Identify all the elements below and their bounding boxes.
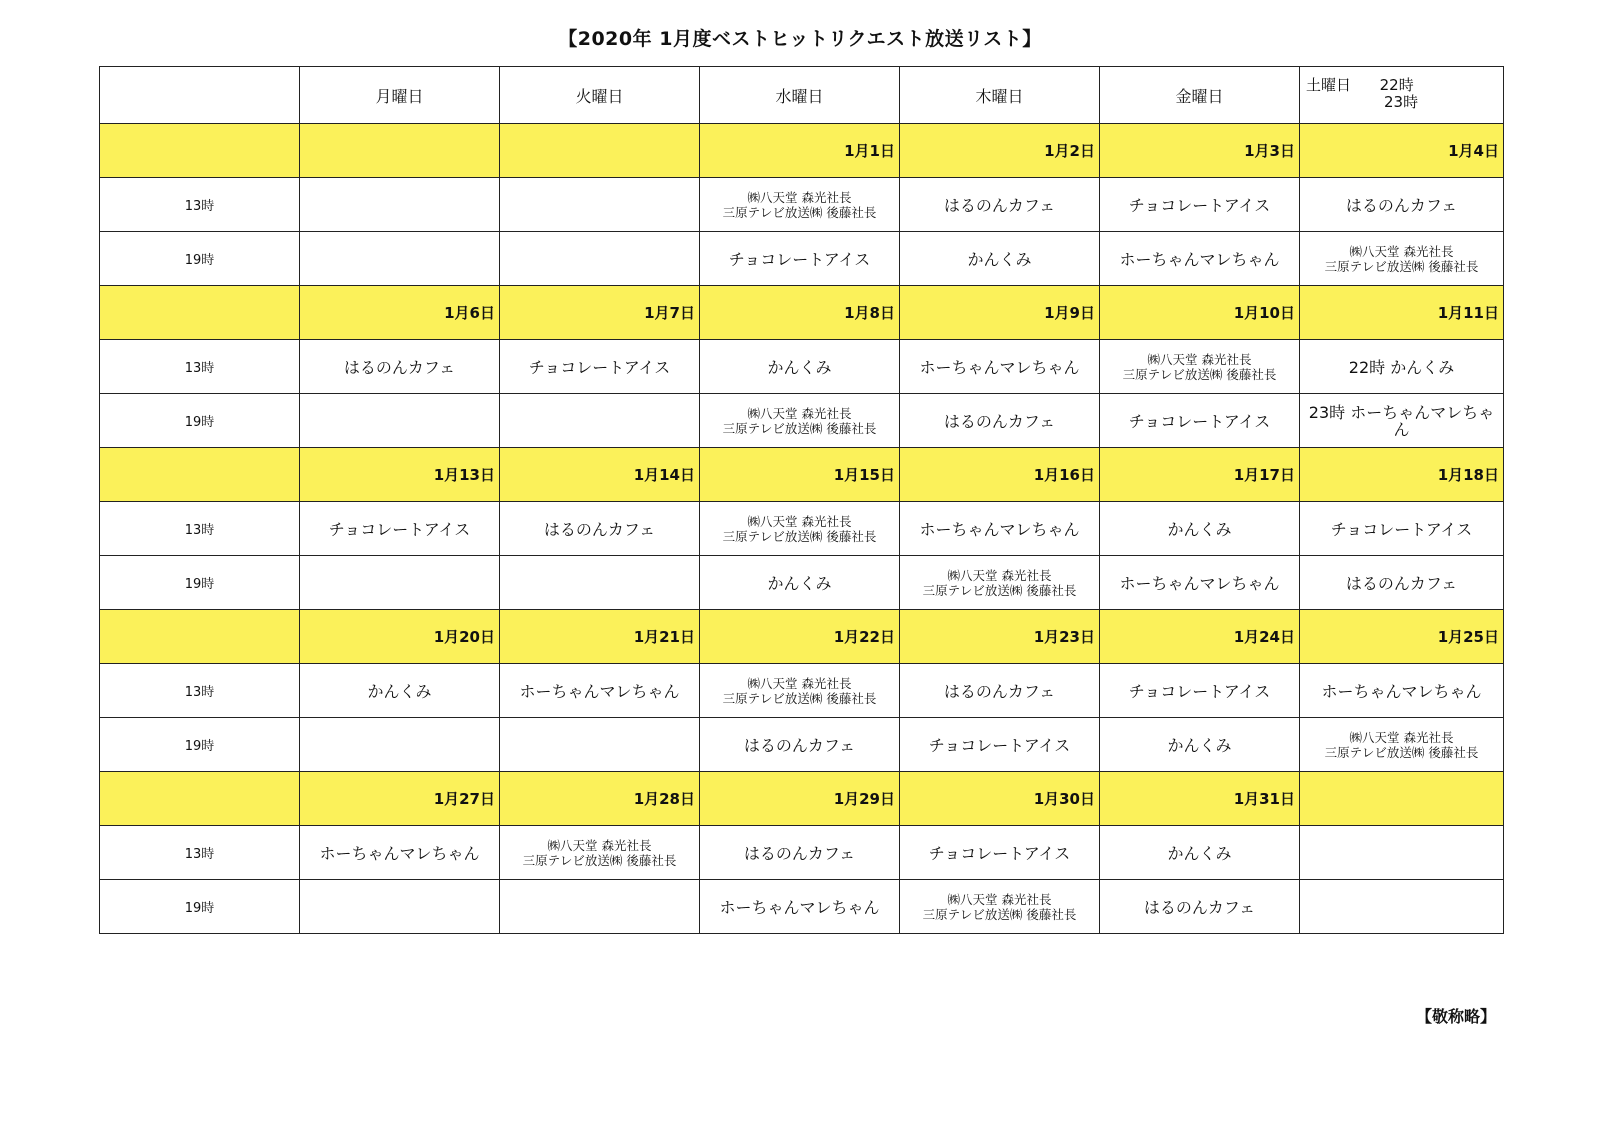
date-cell-monday: 1月13日	[300, 448, 500, 502]
program-cell-wednesday	[700, 394, 900, 448]
date-cell-tuesday: 1月28日	[500, 772, 700, 826]
date-cell-tuesday: 1月7日	[500, 286, 700, 340]
program-cell-tuesday: ホーちゃんマレちゃん	[500, 664, 700, 718]
time-slot-row	[100, 880, 1504, 934]
program-cell-thursday	[900, 556, 1100, 610]
time-slot-row	[100, 718, 1504, 772]
date-cell-thursday: 1月30日	[900, 772, 1100, 826]
program-line: ㈱八天堂 森光社長	[747, 405, 852, 421]
date-cell-thursday: 1月9日	[900, 286, 1100, 340]
program-cell-saturday	[1300, 880, 1504, 934]
date-cell-friday: 1月17日	[1100, 448, 1300, 502]
date-row	[100, 772, 1504, 826]
program-cell-monday	[300, 880, 500, 934]
date-cell-monday	[300, 124, 500, 178]
program-cell-thursday: はるのんカフェ	[900, 394, 1100, 448]
date-cell-wednesday: 1月22日	[700, 610, 900, 664]
date-row	[100, 610, 1504, 664]
program-cell-friday: チョコレートアイス	[1100, 664, 1300, 718]
program-line: ㈱八天堂 森光社長	[747, 675, 852, 691]
program-cell-saturday	[1300, 826, 1504, 880]
date-cell-thursday: 1月2日	[900, 124, 1100, 178]
date-row-label-cell	[100, 772, 300, 826]
date-cell-wednesday: 1月8日	[700, 286, 900, 340]
program-cell-friday: チョコレートアイス	[1100, 178, 1300, 232]
program-cell-wednesday: かんくみ	[700, 340, 900, 394]
program-line: 三原テレビ放送㈱ 後藤社長	[722, 528, 877, 544]
program-cell-saturday: はるのんカフェ	[1300, 556, 1504, 610]
saturday-time-23: 23時	[1384, 93, 1419, 111]
program-cell-friday: ホーちゃんマレちゃん	[1100, 232, 1300, 286]
program-cell-monday: はるのんカフェ	[300, 340, 500, 394]
date-row-label-cell	[100, 610, 300, 664]
time-slot-label: 13時	[100, 340, 300, 394]
time-slot-row	[100, 664, 1504, 718]
program-line: ㈱八天堂 森光社長	[1349, 729, 1454, 745]
program-cell-thursday: かんくみ	[900, 232, 1100, 286]
time-slot-label: 19時	[100, 718, 300, 772]
date-cell-tuesday: 1月21日	[500, 610, 700, 664]
program-cell-friday: はるのんカフェ	[1100, 880, 1300, 934]
program-cell-friday: ホーちゃんマレちゃん	[1100, 556, 1300, 610]
document-title: 【2020年 1月度ベストヒットリクエスト放送リスト】	[558, 28, 1042, 50]
program-cell-saturday: はるのんカフェ	[1300, 178, 1504, 232]
program-cell-wednesday	[700, 664, 900, 718]
date-cell-saturday: 1月4日	[1300, 124, 1504, 178]
program-cell-tuesday	[500, 880, 700, 934]
program-cell-friday: かんくみ	[1100, 826, 1300, 880]
corner-cell	[100, 67, 300, 124]
program-cell-monday	[300, 556, 500, 610]
program-cell-saturday	[1300, 718, 1504, 772]
program-cell-monday: チョコレートアイス	[300, 502, 500, 556]
program-cell-friday: チョコレートアイス	[1100, 394, 1300, 448]
program-cell-friday	[1100, 340, 1300, 394]
program-line: 三原テレビ放送㈱ 後藤社長	[722, 204, 877, 220]
program-cell-monday	[300, 394, 500, 448]
program-cell-saturday: ホーちゃんマレちゃん	[1300, 664, 1504, 718]
program-cell-tuesday	[500, 178, 700, 232]
date-cell-thursday: 1月23日	[900, 610, 1100, 664]
time-slot-row	[100, 826, 1504, 880]
date-cell-friday: 1月24日	[1100, 610, 1300, 664]
date-cell-tuesday	[500, 124, 700, 178]
time-slot-label: 19時	[100, 556, 300, 610]
date-cell-monday: 1月6日	[300, 286, 500, 340]
date-cell-wednesday: 1月15日	[700, 448, 900, 502]
program-cell-thursday: はるのんカフェ	[900, 664, 1100, 718]
program-cell-tuesday	[500, 232, 700, 286]
date-cell-wednesday: 1月29日	[700, 772, 900, 826]
time-slot-label: 19時	[100, 232, 300, 286]
time-slot-row	[100, 232, 1504, 286]
program-cell-thursday: はるのんカフェ	[900, 178, 1100, 232]
program-cell-wednesday: チョコレートアイス	[700, 232, 900, 286]
date-cell-friday: 1月10日	[1100, 286, 1300, 340]
date-cell-monday: 1月20日	[300, 610, 500, 664]
program-cell-tuesday	[500, 826, 700, 880]
program-cell-monday	[300, 232, 500, 286]
broadcast-schedule-table	[99, 66, 1504, 934]
program-cell-wednesday	[700, 502, 900, 556]
program-cell-monday	[300, 178, 500, 232]
weekday-header-saturday	[1300, 67, 1504, 124]
date-cell-wednesday: 1月1日	[700, 124, 900, 178]
program-line: 三原テレビ放送㈱ 後藤社長	[522, 852, 677, 868]
program-cell-friday: かんくみ	[1100, 502, 1300, 556]
program-cell-friday: かんくみ	[1100, 718, 1300, 772]
program-cell-wednesday: はるのんカフェ	[700, 718, 900, 772]
date-row	[100, 124, 1504, 178]
date-row-label-cell	[100, 286, 300, 340]
program-cell-tuesday	[500, 394, 700, 448]
date-row-label-cell	[100, 448, 300, 502]
program-cell-saturday	[1300, 232, 1504, 286]
time-slot-row	[100, 178, 1504, 232]
date-row-label-cell	[100, 124, 300, 178]
program-cell-wednesday	[700, 178, 900, 232]
program-cell-wednesday: はるのんカフェ	[700, 826, 900, 880]
program-cell-wednesday: ホーちゃんマレちゃん	[700, 880, 900, 934]
date-cell-saturday	[1300, 772, 1504, 826]
program-cell-saturday: チョコレートアイス	[1300, 502, 1504, 556]
time-slot-label: 13時	[100, 178, 300, 232]
date-cell-friday: 1月3日	[1100, 124, 1300, 178]
program-line: 三原テレビ放送㈱ 後藤社長	[722, 690, 877, 706]
program-cell-saturday: 23時 ホーちゃんマレちゃん	[1300, 394, 1504, 448]
program-line: 三原テレビ放送㈱ 後藤社長	[922, 582, 1077, 598]
weekday-header-wednesday: 水曜日	[700, 67, 900, 124]
program-cell-tuesday	[500, 718, 700, 772]
program-cell-thursday: ホーちゃんマレちゃん	[900, 340, 1100, 394]
date-row	[100, 448, 1504, 502]
honorifics-omitted-note: 【敬称略】	[1415, 1007, 1496, 1026]
program-line: ㈱八天堂 森光社長	[747, 189, 852, 205]
program-line: 三原テレビ放送㈱ 後藤社長	[922, 906, 1077, 922]
program-cell-monday	[300, 718, 500, 772]
date-cell-monday: 1月27日	[300, 772, 500, 826]
date-row	[100, 286, 1504, 340]
program-line: ㈱八天堂 森光社長	[1349, 243, 1454, 259]
program-line: ㈱八天堂 森光社長	[547, 837, 652, 853]
program-cell-monday: かんくみ	[300, 664, 500, 718]
weekday-header-row	[100, 67, 1504, 124]
program-line: 三原テレビ放送㈱ 後藤社長	[722, 420, 877, 436]
program-cell-thursday	[900, 880, 1100, 934]
program-cell-wednesday: かんくみ	[700, 556, 900, 610]
time-slot-row	[100, 394, 1504, 448]
time-slot-row	[100, 502, 1504, 556]
program-line: ㈱八天堂 森光社長	[947, 891, 1052, 907]
date-cell-saturday: 1月25日	[1300, 610, 1504, 664]
date-cell-saturday: 1月18日	[1300, 448, 1504, 502]
weekday-header-thursday: 木曜日	[900, 67, 1100, 124]
date-cell-friday: 1月31日	[1100, 772, 1300, 826]
program-cell-thursday: ホーちゃんマレちゃん	[900, 502, 1100, 556]
program-line: 三原テレビ放送㈱ 後藤社長	[1324, 258, 1479, 274]
weekday-header-monday: 月曜日	[300, 67, 500, 124]
program-cell-saturday: 22時 かんくみ	[1300, 340, 1504, 394]
time-slot-label: 19時	[100, 880, 300, 934]
program-cell-monday: ホーちゃんマレちゃん	[300, 826, 500, 880]
saturday-label: 土曜日	[1306, 76, 1352, 94]
program-cell-thursday: チョコレートアイス	[900, 826, 1100, 880]
saturday-time-22: 22時	[1379, 76, 1414, 94]
time-slot-row	[100, 556, 1504, 610]
program-line: ㈱八天堂 森光社長	[947, 567, 1052, 583]
time-slot-label: 13時	[100, 664, 300, 718]
program-line: 三原テレビ放送㈱ 後藤社長	[1122, 366, 1277, 382]
time-slot-label: 13時	[100, 502, 300, 556]
program-line: 三原テレビ放送㈱ 後藤社長	[1324, 744, 1479, 760]
weekday-header-tuesday: 火曜日	[500, 67, 700, 124]
time-slot-label: 13時	[100, 826, 300, 880]
time-slot-row	[100, 340, 1504, 394]
program-cell-thursday: チョコレートアイス	[900, 718, 1100, 772]
program-cell-tuesday: はるのんカフェ	[500, 502, 700, 556]
program-line: ㈱八天堂 森光社長	[747, 513, 852, 529]
time-slot-label: 19時	[100, 394, 300, 448]
date-cell-saturday: 1月11日	[1300, 286, 1504, 340]
date-cell-thursday: 1月16日	[900, 448, 1100, 502]
schedule-body	[100, 67, 1504, 934]
program-cell-tuesday	[500, 556, 700, 610]
program-line: ㈱八天堂 森光社長	[1147, 351, 1252, 367]
weekday-header-friday: 金曜日	[1100, 67, 1300, 124]
date-cell-tuesday: 1月14日	[500, 448, 700, 502]
program-cell-tuesday: チョコレートアイス	[500, 340, 700, 394]
